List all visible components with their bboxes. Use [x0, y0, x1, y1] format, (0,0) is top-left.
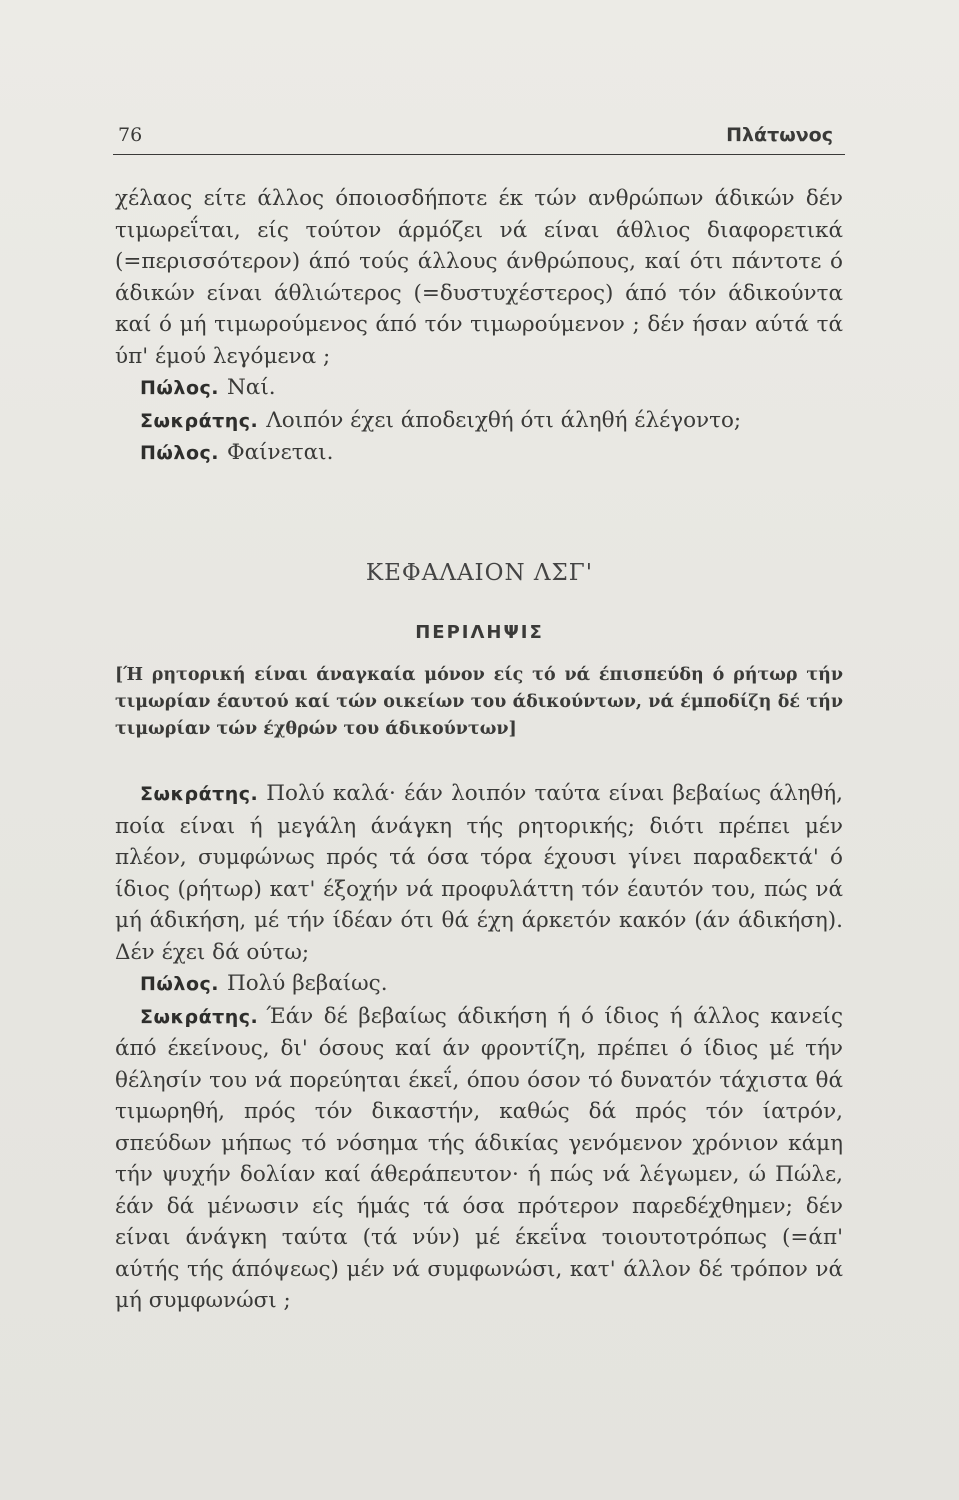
dialogue-block	[115, 778, 843, 1317]
speaker-name: Πώλος.	[140, 377, 219, 399]
speaker-name: Σωκράτης.	[140, 1005, 259, 1028]
dialogue-line	[115, 437, 843, 470]
dialogue-paragraph	[115, 1001, 843, 1317]
chapter-title: ΚΕΦΑΛΑΙΟΝ ΛΣΓ'	[365, 560, 594, 586]
dialogue-text: Φαίνεται.	[226, 440, 334, 465]
speaker-name: Σωκράτης.	[140, 409, 259, 432]
dialogue-paragraph	[115, 778, 843, 968]
chapter-summary: [Ή ρητορική είναι άναγκαία μόνον είς τό νά έπισπεύδη ό ρήτωρ τήν τιμωρίαν έαυτού καί τών οικείων του άδικούντων, νά έμποδίζη δέ τήν τιμωρίαν τών έχθρών του άδικούντων]	[115, 665, 843, 739]
dialogue-line	[115, 372, 843, 405]
speaker-name: Σωκράτης.	[140, 783, 259, 805]
dialogue-text: Έάν δέ βεβαίως άδικήση ή ό ίδιος ή άλλος κανείς άπό έκείνους, δι' όσους καί άν φροντίζη, πρέπει ό ίδιος μέ τήν θέλησίν του νά πορεύηται έκεΐ, όπου όσον τό δυνατόν τάχιστα θά τιμωρηθή, πρός τόν δικαστήν, καθώς δά πρός τόν ίατρόν, σπεύδων μήπως τό νόσημα τής άδικίας γενόμενον χρόνιον κάμη τήν ψυχήν δολίαν καί άθεράπευτον· ή πώς νά λέγωμεν, ώ Πώλε, έάν δά μένωσιν είς ήμάς τά όσα πρότερον παρεδέχθημεν; δέν είναι άνάγκη ταύτα (τά νύν) μέ έκεΐνα τοιουτοτρόπως (=άπ' αύτής τής άπόψεως) μέν νά συμφωνώσι, κατ' άλλον δέ τρόπον νά μή συμφωνώσι ;	[115, 1003, 843, 1313]
dialogue-paragraph	[115, 968, 843, 1001]
top-text-block	[115, 183, 843, 470]
summary-heading: ΠΕΡΙΛΗΨΙΣ	[415, 622, 544, 643]
speaker-name: Πώλος.	[140, 973, 219, 995]
dialogue-text: Λοιπόν έχει άποδειχθή ότι άληθή έλέγοντο;	[266, 407, 742, 433]
page-number: 76	[118, 124, 143, 146]
continuation-paragraph: χέλαος είτε άλλος όποιοσδήποτε έκ τών ανθρώπων άδικών δέν τιμωρεΐται, είς τούτον άρμόζει νά είναι άθλιος διαφορετικά (=περισσότερον) άπό τούς άλλους άνθρώπους, καί ότι πάντοτε ό άδικών είναι άθλιώτερος (=δυστυχέστερος) άπό τόν άδικούντα καί ό μή τιμωρούμενος άπό τόν τιμωρούμενον ; δέν ήσαν αύτά τά ύπ' έμού λεγόμενα ;	[115, 186, 843, 369]
dialogue-text: Πολύ καλά· έάν λοιπόν ταύτα είναι βεβαίως άληθή, ποία είναι ή μεγάλη άνάγκη τής ρητορικής; διότι πρέπει μέν πλέον, συμφώνως πρός τά όσα τόρα έχουσι γίνει παραδεκτά' ό ίδιος (ρήτωρ) κατ' έξοχήν νά προφυλάττη τόν έαυτόν του, πώς νά μή άδικήση, μέ τήν ίδέαν ότι θά έχη άρκετόν κακόν (άν άδικήση). Δέν έχει δά ούτω;	[115, 781, 843, 965]
dialogue-text: Ναί.	[226, 375, 276, 400]
page-header	[113, 120, 845, 155]
running-title: Πλάτωνος	[726, 124, 833, 146]
dialogue-line	[115, 405, 843, 438]
dialogue-text: Πολύ βεβαίως.	[226, 971, 388, 996]
speaker-name: Πώλος.	[140, 442, 219, 464]
